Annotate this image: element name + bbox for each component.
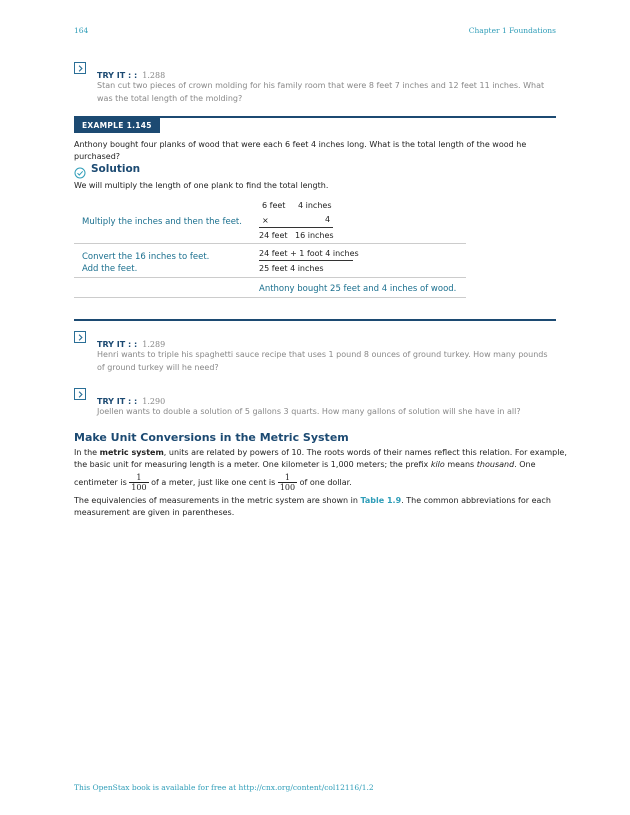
metric-line [74, 459, 556, 471]
try-it-chevron-icon[interactable] [74, 331, 86, 343]
metric-line [74, 473, 556, 492]
try-it-text-line: Henri wants to triple his spaghetti sauce recipe that uses 1 pound 8 ounces of ground turkey. How many pounds [97, 350, 548, 359]
multiply-rule [259, 227, 333, 228]
step-multiply-text: Multiply the inches and then the feet. [82, 217, 242, 227]
metric-paragraph-1 [74, 447, 567, 492]
fraction-one-hundredth [278, 473, 297, 492]
try-it-number: 1.288 [142, 71, 166, 80]
text-span: of a meter, just like one cent is [151, 478, 276, 487]
fraction-denominator: 100 [279, 483, 296, 492]
table-divider [74, 297, 466, 298]
fraction-numerator: 1 [129, 473, 148, 483]
text-span: of one dollar. [299, 478, 352, 487]
text-span: . The common abbreviations for each [401, 496, 551, 505]
try-it-text-line: of ground turkey will he need? [97, 363, 219, 372]
text-span: . One [514, 460, 536, 469]
chapter-title: Chapter 1 Foundations [468, 26, 556, 35]
page-number: 164 [74, 26, 89, 35]
step-add-line: Add the feet. [82, 264, 138, 274]
table-divider [74, 243, 466, 244]
section-title: Make Unit Conversions in the Metric System [74, 431, 349, 444]
solution-check-icon [74, 164, 86, 176]
example-problem-line: purchased? [74, 152, 121, 161]
example-problem [74, 139, 556, 163]
text-span: In the [74, 448, 100, 457]
table-link[interactable]: Table 1.9 [360, 496, 402, 505]
text-span: the basic unit for measuring length is a meter. One kilometer is 1,000 meters; the prefix [74, 460, 431, 469]
solution-title: Solution [91, 163, 141, 175]
try-it-number: 1.290 [142, 397, 166, 406]
fraction-one-hundredth [129, 473, 148, 492]
times-sign: × [262, 216, 269, 225]
text-span: , units are related by powers of 10. The roots words of their names reflect this relation. For example, [163, 448, 567, 457]
step-convert-line: Convert the 16 inches to feet. [82, 252, 210, 262]
final-answer: Anthony bought 25 feet and 4 inches of wood. [259, 284, 457, 294]
text-span: The equivalencies of measurements in the metric system are shown in [74, 496, 361, 505]
try-it-chevron-icon[interactable] [74, 388, 86, 400]
try-it-label: TRY IT : : [97, 340, 138, 349]
example-badge: EXAMPLE 1.145 [74, 118, 160, 133]
metric-line [74, 447, 567, 459]
try-it-chevron-icon[interactable] [74, 62, 86, 74]
table-divider [74, 277, 466, 278]
convert-rule [259, 260, 353, 261]
metric-paragraph-2 [74, 495, 556, 519]
solution-intro: We will multiply the length of one plank to find the total length. [74, 181, 329, 190]
term-thousand: thousand [476, 460, 515, 469]
try-it-text [97, 405, 552, 418]
step-convert-text [82, 251, 209, 275]
try-it-text-line: was the total length of the molding? [97, 94, 243, 103]
text-span: centimeter is [74, 478, 127, 487]
fraction-denominator: 100 [131, 483, 147, 492]
sum-result: 25 feet 4 inches [259, 264, 324, 273]
try-it-text [97, 348, 552, 374]
try-it-number: 1.289 [142, 340, 166, 349]
term-metric-system: metric system [99, 448, 164, 457]
example-bottom-rule [74, 319, 556, 321]
multiplier: 4 [325, 215, 331, 224]
try-it-text-line: Joellen wants to double a solution of 5 gallons 3 quarts. How many gallons of solution will she have in all? [97, 407, 521, 416]
result-inches: 16 inches [295, 231, 334, 240]
try-it-label: TRY IT : : [97, 397, 138, 406]
term-kilo: kilo [430, 460, 445, 469]
example-problem-line: Anthony bought four planks of wood that were each 6 feet 4 inches long. What is the total length of the wood he [74, 140, 527, 149]
try-it-text-line: Stan cut two pieces of crown molding for his family room that were 8 feet 7 inches and 12 feet 11 inches. What [97, 81, 545, 90]
result-feet: 24 feet [259, 231, 288, 240]
mult-inches: 4 inches [298, 201, 332, 210]
convert-expression: 24 feet + 1 foot 4 inches [259, 249, 359, 258]
footer-text: This OpenStax book is available for free at http://cnx.org/content/col12116/1.2 [74, 783, 374, 792]
metric-line [74, 495, 556, 507]
mult-feet: 6 feet [262, 201, 286, 210]
metric-line: measurement are given in parentheses. [74, 508, 235, 517]
fraction-numerator: 1 [278, 473, 297, 483]
try-it-text [97, 79, 552, 105]
text-span: means [444, 460, 477, 469]
try-it-label: TRY IT : : [97, 71, 138, 80]
